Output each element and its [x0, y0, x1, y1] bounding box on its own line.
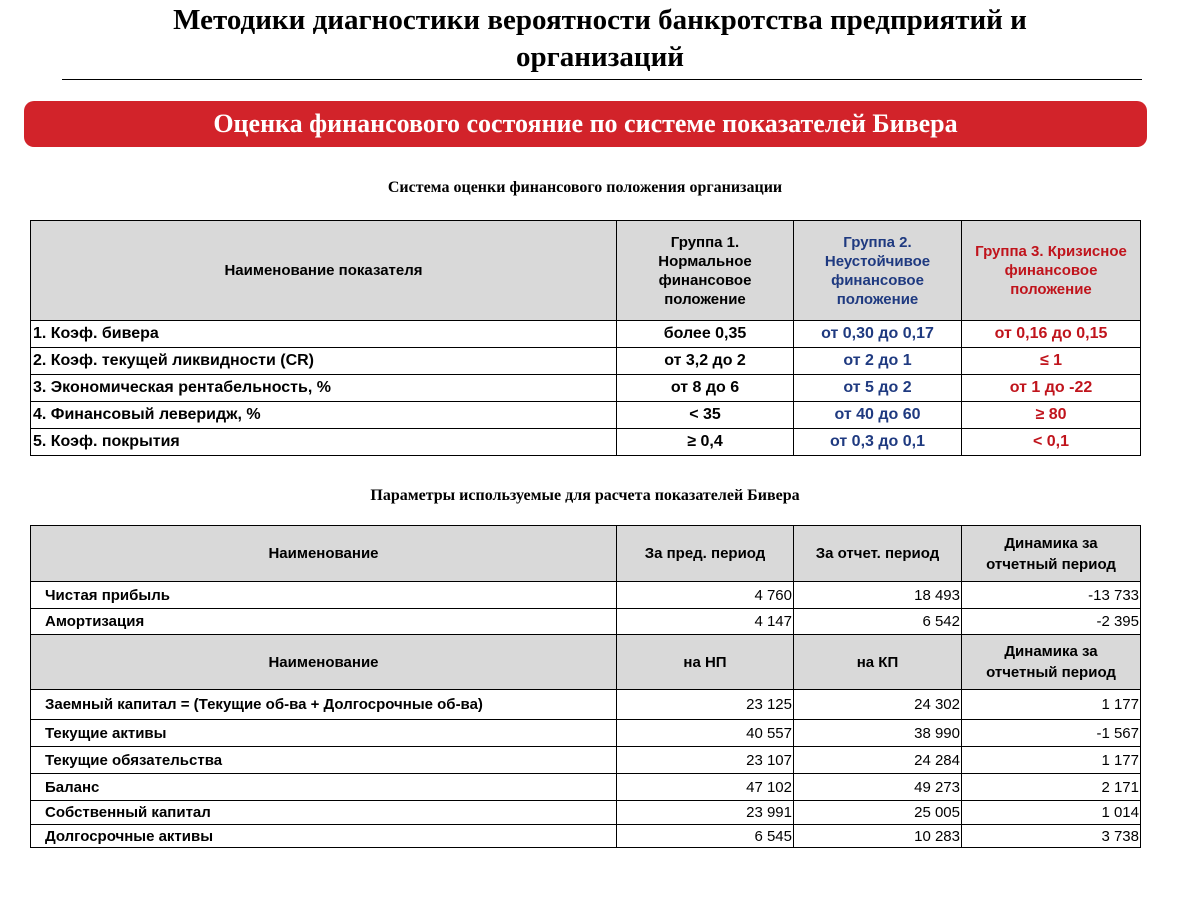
- group3-value: < 0,1: [962, 429, 1141, 456]
- section-banner: Оценка финансового состояние по системе показателей Бивера: [24, 101, 1147, 147]
- prev-value: 4 760: [617, 582, 794, 609]
- group3-value: от 1 до -22: [962, 375, 1141, 402]
- start-value: 6 545: [617, 825, 794, 848]
- start-value: 40 557: [617, 720, 794, 747]
- param-name: Баланс: [31, 774, 617, 801]
- group3-value: от 0,16 до 0,15: [962, 321, 1141, 348]
- end-value: 38 990: [794, 720, 962, 747]
- dynamics-value: -2 395: [962, 609, 1141, 635]
- dynamics-value: 2 171: [962, 774, 1141, 801]
- col-header-end: на КП: [794, 635, 962, 690]
- dynamics-value: 3 738: [962, 825, 1141, 848]
- beaver-parameters-table: [30, 525, 1141, 848]
- dynamics-value: 1 177: [962, 747, 1141, 774]
- table-row: [31, 609, 1141, 635]
- page-title-line1: Методики диагностики вероятности банкротства предприятий и: [173, 4, 1027, 36]
- indicator-name: 3. Экономическая рентабельность, %: [31, 375, 617, 402]
- curr-value: 18 493: [794, 582, 962, 609]
- table2-caption: Параметры используемые для расчета показателей Бивера: [370, 487, 800, 504]
- dynamics-value: -13 733: [962, 582, 1141, 609]
- group2-value: от 2 до 1: [794, 348, 962, 375]
- dynamics-value: 1 014: [962, 801, 1141, 825]
- group2-value: от 0,3 до 0,1: [794, 429, 962, 456]
- table1-header-row: [31, 221, 1141, 321]
- param-name: Чистая прибыль: [31, 582, 617, 609]
- curr-value: 6 542: [794, 609, 962, 635]
- param-name: Собственный капитал: [31, 801, 617, 825]
- col-header-group2: Группа 2. Неустойчивое финансовое положение: [794, 221, 962, 321]
- end-value: 25 005: [794, 801, 962, 825]
- param-name: Текущие активы: [31, 720, 617, 747]
- page-title-line2: организаций: [516, 41, 684, 73]
- col-header-curr-period: За отчет. период: [794, 526, 962, 582]
- end-value: 49 273: [794, 774, 962, 801]
- end-value: 10 283: [794, 825, 962, 848]
- table-row: [31, 825, 1141, 848]
- dynamics-value: 1 177: [962, 690, 1141, 720]
- group3-value: ≤ 1: [962, 348, 1141, 375]
- table-row: [31, 720, 1141, 747]
- table-row: [31, 801, 1141, 825]
- table-row: [31, 375, 1141, 402]
- title-divider: [62, 79, 1142, 80]
- table2-header-row-period: [31, 526, 1141, 582]
- col-header-group3: Группа 3. Кризисное финансовое положение: [962, 221, 1141, 321]
- table-row: [31, 582, 1141, 609]
- end-value: 24 302: [794, 690, 962, 720]
- table-row: [31, 429, 1141, 456]
- col-header-prev-period: За пред. период: [617, 526, 794, 582]
- beaver-criteria-table: [30, 220, 1141, 456]
- col-header-start: на НП: [617, 635, 794, 690]
- indicator-name: 5. Коэф. покрытия: [31, 429, 617, 456]
- param-name: Текущие обязательства: [31, 747, 617, 774]
- group1-value: от 3,2 до 2: [617, 348, 794, 375]
- end-value: 24 284: [794, 747, 962, 774]
- start-value: 23 991: [617, 801, 794, 825]
- dynamics-value: -1 567: [962, 720, 1141, 747]
- group1-value: от 8 до 6: [617, 375, 794, 402]
- group2-value: от 5 до 2: [794, 375, 962, 402]
- table-row: [31, 774, 1141, 801]
- table-row: [31, 690, 1141, 720]
- table-row: [31, 747, 1141, 774]
- start-value: 23 107: [617, 747, 794, 774]
- col-header-dynamics: Динамика за отчетный период: [962, 526, 1141, 582]
- col-header-name: Наименование: [31, 635, 617, 690]
- indicator-name: 2. Коэф. текущей ликвидности (CR): [31, 348, 617, 375]
- col-header-group1: Группа 1. Нормальное финансовое положение: [617, 221, 794, 321]
- table-row: [31, 348, 1141, 375]
- col-header-name: Наименование: [31, 526, 617, 582]
- start-value: 47 102: [617, 774, 794, 801]
- page-title: [60, 2, 1140, 76]
- col-header-dynamics: Динамика за отчетный период: [962, 635, 1141, 690]
- param-name: Амортизация: [31, 609, 617, 635]
- table-row: [31, 321, 1141, 348]
- table1-caption: Система оценки финансового положения организации: [387, 179, 783, 196]
- table2-header-row-dates: [31, 635, 1141, 690]
- group1-value: ≥ 0,4: [617, 429, 794, 456]
- start-value: 23 125: [617, 690, 794, 720]
- param-name: Долгосрочные активы: [31, 825, 617, 848]
- group3-value: ≥ 80: [962, 402, 1141, 429]
- group2-value: от 40 до 60: [794, 402, 962, 429]
- prev-value: 4 147: [617, 609, 794, 635]
- group2-value: от 0,30 до 0,17: [794, 321, 962, 348]
- group1-value: < 35: [617, 402, 794, 429]
- param-name: Заемный капитал = (Текущие об-ва + Долгосрочные об-ва): [31, 690, 617, 720]
- table-row: [31, 402, 1141, 429]
- col-header-indicator: Наименование показателя: [31, 221, 617, 321]
- indicator-name: 1. Коэф. бивера: [31, 321, 617, 348]
- group1-value: более 0,35: [617, 321, 794, 348]
- indicator-name: 4. Финансовый леверидж, %: [31, 402, 617, 429]
